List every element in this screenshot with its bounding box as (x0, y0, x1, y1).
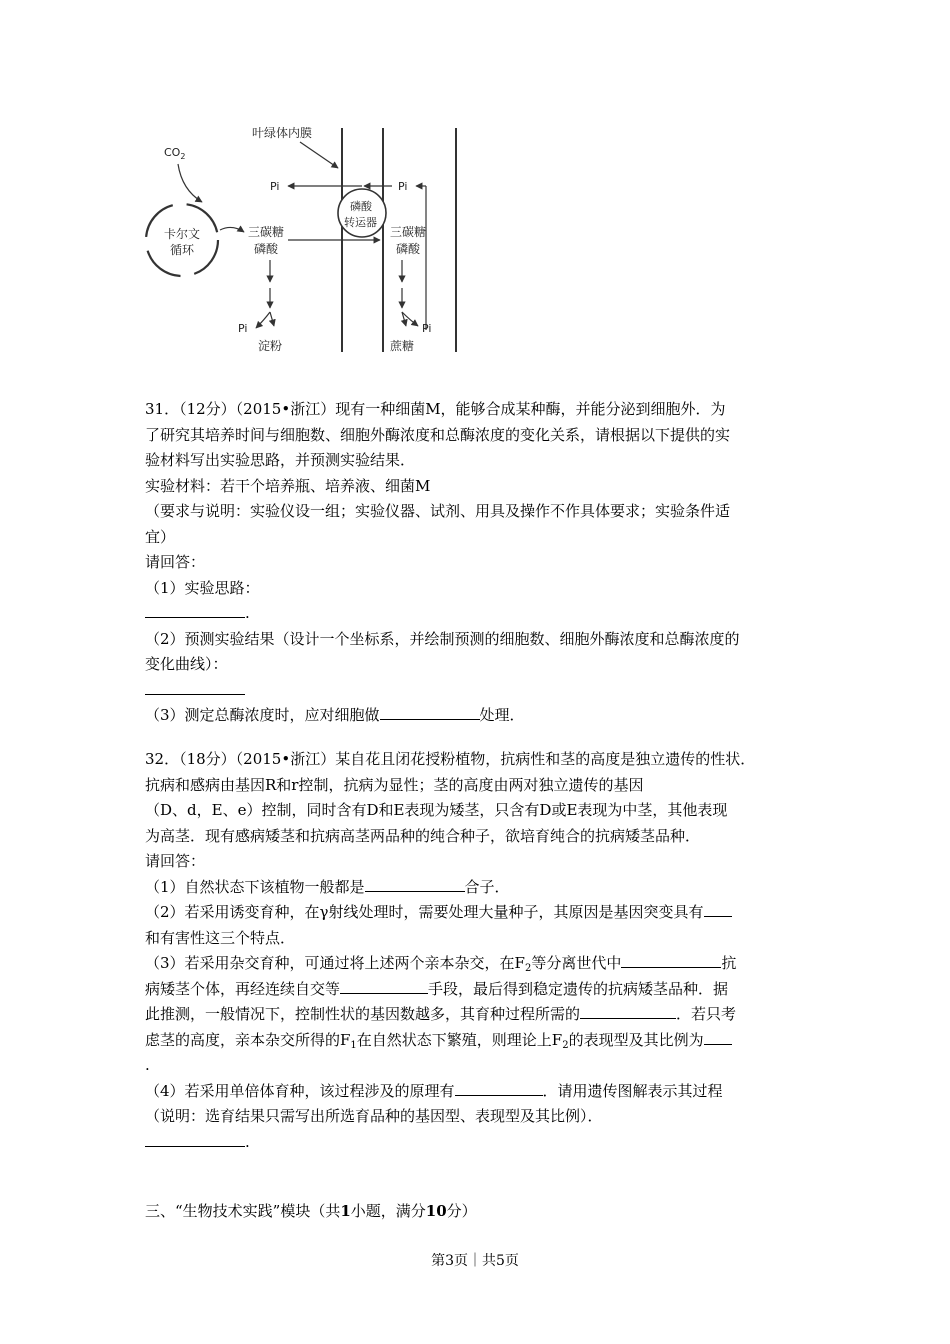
transporter-label-2: 转运器 (344, 216, 377, 229)
q31-part1-answer: . (145, 601, 825, 627)
membrane-label-arrow (300, 142, 338, 168)
left-pi-release (256, 312, 270, 328)
q31-line: 宜） (145, 527, 176, 546)
answer-blank[interactable] (365, 875, 465, 892)
pi-label-right: Pi (398, 180, 408, 193)
co2-arrow (178, 164, 202, 202)
triose-left-2: 磷酸 (254, 242, 279, 256)
q31-line: 31．（12分）（2015•浙江）现有一种细菌M，能够合成某种酶，并能分泌到细胞外．为 (145, 400, 726, 418)
answer-blank[interactable] (145, 1130, 245, 1147)
q31-line: 了研究其培养时间与细胞数、细胞外酶浓度和总酶浓度的变化关系，请根据以下提供的实 (145, 425, 731, 444)
q31-line: 验材料写出实验思路，并预测实验结果． (145, 451, 416, 469)
q32-part4-line2: （说明：选育结果只需写出所选育品种的基因型、表现型及其比例）． (145, 1107, 603, 1125)
question-31 (145, 397, 825, 729)
q32-line: 为高茎．现有感病矮茎和抗病高茎两品种的纯合种子，欲培育纯合的抗病矮茎品种． (145, 826, 701, 845)
q32-part3-line2: 病矮茎个体，再经连续自交等 手段，最后得到稳定遗传的抗病矮茎品种．据 (145, 977, 825, 1003)
pi-label-sucrose: Pi (422, 322, 432, 335)
section-heading: 三、“生物技术实践”模块（共1小题，满分10分） (145, 1202, 477, 1220)
q32-part1: （1）自然状态下该植物一般都是 合子． (145, 875, 825, 901)
q32-part3-line4: 虑茎的高度，亲本杂交所得的$F_1$在自然状态下繁殖，则理论上$F_2$的表现型及其比例为 (145, 1028, 825, 1054)
q31-line: （要求与说明：实验仪设一组；实验仪器、试剂、用具及操作不作具体要求；实验条件适 (145, 502, 731, 520)
q31-part3: （3）测定总酶浓度时，应对细胞做 处理． (145, 703, 825, 729)
phosphate-transporter (338, 189, 386, 237)
q31-line: 请回答： (145, 553, 206, 571)
page-footer: 第3页｜共5页 (431, 1253, 519, 1269)
chloroplast-diagram (140, 120, 480, 365)
answer-blank[interactable] (340, 977, 428, 994)
q32-part4-answer: . (145, 1130, 825, 1156)
q32-line: 抗病和感病由基因R和r控制，抗病为显性；茎的高度由两对独立遗传的基因 (145, 775, 644, 794)
q31-part2-cont: 变化曲线）： (145, 655, 228, 673)
starch-label: 淀粉 (258, 339, 283, 353)
q32-part3-line3: 此推测，一般情况下，控制性状的基因数越多，其育种过程所需的 ．若只考 (145, 1002, 825, 1028)
q32-line: 请回答： (145, 852, 206, 870)
left-down-arrow-3 (270, 312, 274, 326)
question-32 (145, 747, 825, 1155)
q32-part3-line5: . (145, 1056, 150, 1074)
pi-label-left: Pi (270, 180, 280, 193)
q31-part1: （1）实验思路： (145, 578, 260, 597)
q31-part2: （2）预测实验结果（设计一个坐标系，并绘制预测的细胞数、细胞外酶浓度和总酶浓度的 (145, 629, 740, 648)
q32-part4: （4）若采用单倍体育种，该过程涉及的原理有 ．请用遗传图解表示其过程 (145, 1079, 825, 1105)
sucrose-label: 蔗糖 (390, 339, 415, 353)
answer-blank[interactable] (145, 678, 245, 695)
pi-label-starch: Pi (238, 322, 248, 335)
membrane-label: 叶绿体内膜 (252, 126, 313, 140)
co2-label: $CO_2$ (164, 146, 186, 161)
answer-blank[interactable] (704, 900, 732, 917)
answer-blank[interactable] (580, 1002, 676, 1019)
q32-part2: （2）若采用诱变育种，在γ射线处理时，需要处理大量种子，其原因是基因突变具有 (145, 900, 825, 926)
answer-blank[interactable] (145, 601, 245, 618)
calvin-label-1: 卡尔文 (164, 227, 201, 241)
q32-line: （D、d，E、e）控制，同时含有D和E表现为矮茎，只含有D或E表现为中茎，其他表现 (145, 801, 728, 819)
transporter-label-1: 磷酸 (350, 200, 372, 213)
triose-right-1: 三碳糖 (390, 225, 427, 239)
q31-line: 实验材料：若干个培养瓶、培养液、细菌M (145, 476, 431, 495)
answer-blank[interactable] (621, 951, 721, 968)
triose-right-2: 磷酸 (396, 242, 421, 256)
calvin-to-triose-arrow (220, 227, 244, 232)
q31-part2-answer (145, 678, 825, 704)
answer-blank[interactable] (704, 1028, 732, 1045)
q32-part2-cont: 和有害性这三个特点． (145, 928, 296, 947)
answer-blank[interactable] (455, 1079, 543, 1096)
calvin-label-2: 循环 (170, 243, 195, 257)
q32-line: 32．（18分）（2015•浙江）某自花且闭花授粉植物，抗病性和茎的高度是独立遗传的性状． (145, 750, 756, 768)
answer-blank[interactable] (380, 703, 480, 720)
triose-left-1: 三碳糖 (248, 225, 285, 239)
q32-part3: （3）若采用杂交育种，可通过将上述两个亲本杂交，在$F_2$等分离世代中 抗 (145, 951, 825, 977)
